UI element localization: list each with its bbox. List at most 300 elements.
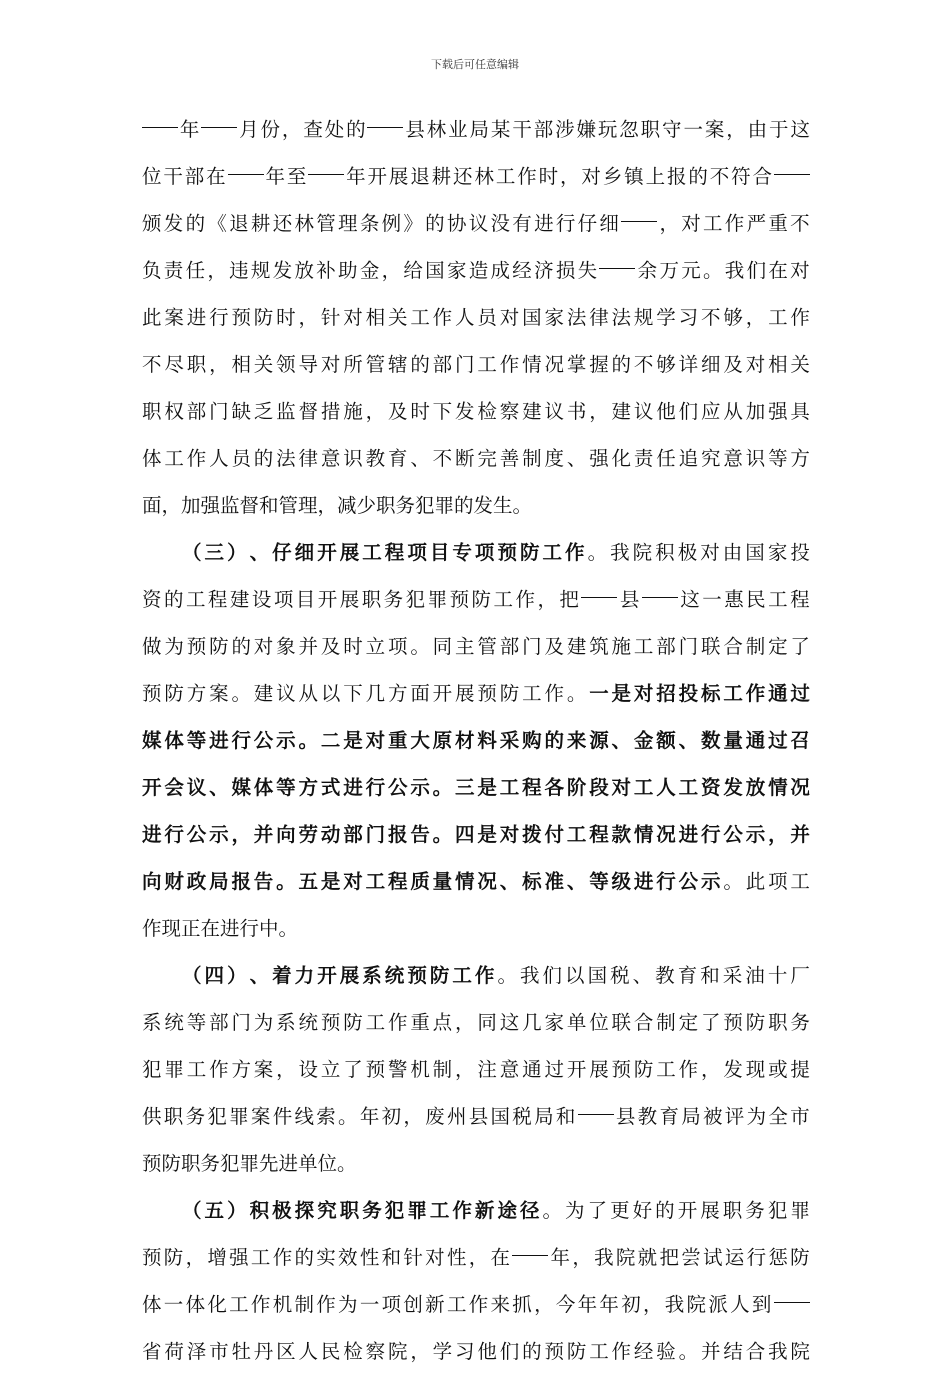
text-char: 国 [587,964,608,987]
text-char: 案 [209,682,229,705]
text-char: 拨 [522,823,542,846]
text-char: 善 [499,447,520,470]
text-char: 一 [589,682,609,705]
text-char: 着 [272,964,292,987]
text-char: 由 [747,118,768,141]
text-char: ） [227,964,247,987]
text-char: 工 [229,1293,249,1316]
text-char: ， [768,823,788,846]
text-char: 强 [589,447,609,470]
text-char: 职 [142,400,162,423]
text-char: 、 [611,729,632,752]
text-char: 督 [298,400,319,423]
text-char: 展 [339,964,360,987]
text-char: 罪 [229,1105,249,1128]
text-char: 对 [700,541,720,564]
text-char: 资 [700,776,721,799]
text-char: 目 [295,588,316,611]
text-char: 加 [745,400,766,423]
text-char: 门 [455,353,475,376]
text-char: 合 [723,635,743,658]
text-char: 作 [544,682,564,705]
text-char: 等 [589,870,609,893]
text-line [142,1281,810,1328]
text-segment: 面，加强监督和管理，减少职务犯罪的发生。 [142,494,533,517]
text-char: 断 [455,447,475,470]
text-char: 程 [207,588,228,611]
text-char: 监 [276,400,296,423]
text-char: 施 [611,635,632,658]
text-char: 示 [276,729,296,752]
text-char: 财 [164,870,184,893]
text-char: 展 [455,682,475,705]
text-char: 况 [544,353,564,376]
text-char: 意 [723,447,743,470]
text-char: 告 [253,870,274,893]
text-char: 公 [253,729,274,752]
text-char: 我 [610,541,630,564]
text-char: 给 [403,259,423,282]
fill-in-blank [367,106,403,128]
text-char: ， [659,212,679,235]
fill-in-blank [621,200,657,222]
text-line [142,388,810,435]
text-char: 究 [700,447,721,470]
text-char: 对 [745,353,766,376]
text-char: 家 [544,306,564,329]
text-char: 初 [621,1293,641,1316]
text-char: 不 [700,306,721,329]
text-char: 习 [455,1340,475,1363]
text-char: 发 [723,776,743,799]
fill-in-blank [308,153,344,175]
text-char: 、 [632,964,653,987]
text-char: 二 [320,729,341,752]
text-char: 时 [538,165,559,188]
text-char: 体 [142,1293,162,1316]
text-char: 部 [343,823,363,846]
text-char: 并 [790,823,810,846]
text-char: 他 [656,400,676,423]
text-char: 体 [185,1293,206,1316]
text-char: 被 [703,1105,723,1128]
text-char: 补 [316,259,336,282]
text-char: 油 [745,964,765,987]
text-char: 项 [474,541,495,564]
text-line [142,670,810,717]
text-char: 法 [611,306,632,329]
text-char: 管 [316,212,336,235]
text-char: 况 [656,823,676,846]
text-char: 下 [432,400,453,423]
text-char: 过 [544,1058,564,1081]
text-char: 作 [517,165,537,188]
text-char: 公 [387,776,408,799]
text-char: 体 [253,776,274,799]
text-char: 不 [709,165,730,188]
text-char: 及 [723,353,743,376]
text-char: 民 [746,588,766,611]
text-char: 工 [703,212,723,235]
text-char: 机 [272,1293,293,1316]
text-char: 示 [745,823,766,846]
text-char: 开 [142,776,162,799]
text-char: 案 [253,1058,274,1081]
text-char: 局 [534,1105,554,1128]
text-char: 作 [452,1199,472,1222]
text-char: 展 [339,541,360,564]
text-char: 月 [239,118,259,141]
text-char: 。 [678,1340,699,1363]
text-char: 极 [272,1199,292,1222]
text-char: 牡 [231,1340,251,1363]
text-char: 来 [566,729,587,752]
text-char: 来 [490,1293,511,1316]
text-char: 没 [490,212,511,235]
text-char: 的 [410,353,430,376]
text-char: 罪 [790,1199,810,1222]
text-char: 程 [790,588,810,611]
text-char: 成 [490,259,511,282]
text-char: 工 [365,870,386,893]
text-char: 工 [365,1011,386,1034]
text-char: 展 [700,1199,720,1222]
text-char: 我 [664,1293,685,1316]
text-char: 局 [469,118,490,141]
text-char: 行 [555,212,576,235]
text-char: 更 [610,1199,630,1222]
text-char: 积 [655,541,675,564]
text-char: 设 [298,1058,319,1081]
text-char: 况 [477,870,497,893]
text-char: 案 [704,118,725,141]
text-char: 对 [343,870,363,893]
text-char: 位 [589,1011,609,1034]
text-char: 育 [387,447,408,470]
text-char: 各 [544,776,564,799]
text-char: 家 [544,1011,564,1034]
text-line [142,952,810,999]
text-char: ， [281,118,302,141]
text-char: 罪 [164,1058,184,1081]
text-char: 准 [544,870,564,893]
text-char: 对 [425,1246,445,1269]
text-char: 、 [209,776,229,799]
text-char: 工 [633,635,654,658]
text-char: 就 [637,1246,658,1269]
text-line [142,999,810,1046]
text-char: 原 [432,729,453,752]
text-char: 合 [752,165,773,188]
text-char: 的 [253,447,274,470]
text-char: 三 [455,776,475,799]
text-char: 我 [594,1246,614,1269]
text-char: 上 [645,165,666,188]
text-line [142,529,810,576]
text-char: 过 [768,729,788,752]
text-char: 作 [790,306,810,329]
text-char: 缺 [231,400,251,423]
text-char: 局 [681,1105,701,1128]
text-char: 量 [432,870,453,893]
text-char: 、 [678,729,699,752]
text-char: 损 [555,259,576,282]
text-line [142,1328,810,1375]
text-char: 条 [359,212,380,235]
text-char: 犯 [142,1058,162,1081]
text-char: 。 [566,682,587,705]
text-char: 。 [497,964,517,987]
text-char: 作 [186,447,207,470]
text-char: 从 [723,400,743,423]
text-char: 进 [142,823,162,846]
text-char: 投 [678,682,699,705]
text-char: 。 [338,1105,358,1128]
text-char: ， [231,823,251,846]
text-char: 责 [163,259,184,282]
text-char: 预 [142,682,162,705]
text-char: 验 [656,1340,676,1363]
text-char: 现 [745,1058,766,1081]
text-char: 主 [455,635,475,658]
text-char: 》 [403,212,423,235]
text-char: 意 [320,447,341,470]
text-char: 议 [186,776,207,799]
text-char: ） [227,541,247,564]
text-char: 积 [249,1199,270,1222]
text-char: 耕 [250,212,271,235]
text-char: 购 [522,729,542,752]
text-char: 防 [429,964,450,987]
text-char: 院 [686,1293,707,1316]
text-char: 建 [522,400,542,423]
text-char: 务 [362,1199,382,1222]
text-char: 这 [499,1011,520,1034]
text-char: 作 [209,1058,229,1081]
text-char: 废 [425,1105,445,1128]
text-char: 工 [633,776,654,799]
text-char: 等 [186,729,207,752]
text-char: 省 [142,1340,162,1363]
text-char: 政 [186,870,207,893]
text-char: 作 [515,588,535,611]
text-char: 林 [426,118,447,141]
text-char: 通 [768,682,788,705]
text-char: 。 [231,682,251,705]
text-char: 门 [678,635,699,658]
text-char: 乡 [602,165,623,188]
text-char: 程 [387,870,408,893]
text-char: 任 [656,447,676,470]
text-char: 项 [381,1293,402,1316]
text-char: 工 [186,1058,207,1081]
text-char: 实 [316,1246,336,1269]
text-char: 对 [499,306,520,329]
text-char: 合 [745,1340,766,1363]
text-char: 退 [229,212,249,235]
text-char: ， [207,259,227,282]
text-line [142,858,810,905]
text-char: 。 [298,729,319,752]
text-char: 他 [477,1340,497,1363]
text-line [142,247,810,294]
text-char: 告 [410,823,430,846]
text-char: 款 [611,823,632,846]
text-char: 对 [581,165,601,188]
text-char: 并 [253,823,274,846]
text-char: 针 [320,306,341,329]
text-char: 工 [522,682,542,705]
text-char: 工 [790,870,810,893]
paragraph [142,106,810,529]
text-char: 量 [723,729,743,752]
text-char: 在 [206,165,226,188]
text-char: ， [468,1246,489,1269]
text-char: 源 [589,729,609,752]
text-char: 通 [522,1058,542,1081]
text-char: 标 [522,870,542,893]
text-char: 对 [633,682,654,705]
text-char: 或 [768,1058,788,1081]
text-char: 一 [163,1293,184,1316]
text-char: 干 [163,165,183,188]
text-char: 颁 [142,212,162,235]
text-char: 荷 [164,1340,184,1363]
text-char: 新 [425,1293,445,1316]
text-char: 人 [209,447,229,470]
text-char: 项 [273,588,294,611]
text-char: 方 [231,1058,251,1081]
text-char: 十 [767,964,788,987]
text-char: 职 [722,1199,743,1222]
text-char: 把 [559,588,579,611]
fill-in-blank [228,153,264,175]
text-line [142,811,810,858]
text-char: 情 [522,353,542,376]
text-char: 职 [163,1105,184,1128]
text-line [142,1093,810,1140]
text-char: 院 [387,1340,408,1363]
text-char: 程 [384,541,405,564]
text-char: 的 [185,212,206,235]
text-char: 工 [185,588,206,611]
text-char: 干 [512,118,532,141]
text-char: 员 [477,306,497,329]
text-char: 制 [656,1011,676,1034]
text-char: 国 [522,306,542,329]
text-char: 工 [656,1058,676,1081]
text-char: 性 [359,1246,380,1269]
text-char: 细 [599,212,619,235]
text-char: 部 [533,118,554,141]
text-char: 在 [490,1246,511,1269]
text-char: 规 [250,259,271,282]
text-line [142,435,810,482]
text-char: 尝 [681,1246,701,1269]
text-char: 阶 [566,776,587,799]
text-char: 教 [365,447,386,470]
text-line [142,294,810,341]
text-char: ， [642,1293,663,1316]
text-char: 线 [294,1105,314,1128]
text-char: ， [185,1246,206,1269]
text-char: 这 [680,588,700,611]
text-char: 为 [164,635,184,658]
text-char: 权 [164,400,184,423]
text-char: 召 [790,729,810,752]
text-char: 们 [678,400,699,423]
text-char: 领 [276,353,296,376]
text-char: 情 [768,776,788,799]
text-char: 径 [519,1199,540,1222]
text-char: 法 [276,447,296,470]
text-char: 、 [410,447,430,470]
text-char: 作 [565,541,585,564]
text-char: 工 [566,823,587,846]
text-char: 。 [432,823,453,846]
text-char: 仔 [272,541,292,564]
text-char: 增 [207,1246,227,1269]
text-char: 对 [681,212,701,235]
text-char: 工 [542,541,563,564]
text-char: 新 [474,1199,495,1222]
text-char: 的 [163,588,184,611]
text-char: 体 [164,729,184,752]
text-char: 料 [477,729,497,752]
text-char: ， [298,306,319,329]
text-char: 通 [745,729,766,752]
text-char: 管 [477,635,497,658]
text-char: 防 [633,1058,654,1081]
text-char: 展 [589,1058,609,1081]
text-char: 为 [565,1199,585,1222]
text-char: 的 [522,1340,542,1363]
text-char: 泽 [186,1340,207,1363]
text-char: 犯 [767,1199,788,1222]
text-char: 动 [320,823,341,846]
text-char: 税 [610,964,630,987]
text-char: 惠 [724,588,744,611]
text-char: 开 [317,541,337,564]
text-char: 设 [251,588,272,611]
text-char: 同 [477,1011,497,1034]
text-char: 学 [432,1340,453,1363]
text-char: 罪 [407,1199,427,1222]
text-char: 作 [432,306,453,329]
text-char: 门 [231,1011,251,1034]
text-char: 部 [432,353,453,376]
text-line [142,576,810,623]
text-char: 统 [384,964,405,987]
text-char: 县 [615,1105,636,1128]
text-char: 作 [387,1011,408,1034]
text-char: 施 [343,400,363,423]
text-char: 四 [455,823,475,846]
text-char: 发 [723,1058,743,1081]
text-char: 年 [179,118,200,141]
text-char: 系 [142,1011,162,1034]
text-char: 目 [429,541,450,564]
text-char: 工 [250,1246,271,1269]
text-char: 等 [768,447,788,470]
text-char: 议 [276,682,296,705]
text-char: 失 [577,259,598,282]
text-char: 大 [410,729,430,752]
text-char: ， [572,1246,592,1269]
text-char: 细 [700,353,721,376]
text-char: 教 [637,1105,658,1128]
text-char: 规 [633,306,654,329]
